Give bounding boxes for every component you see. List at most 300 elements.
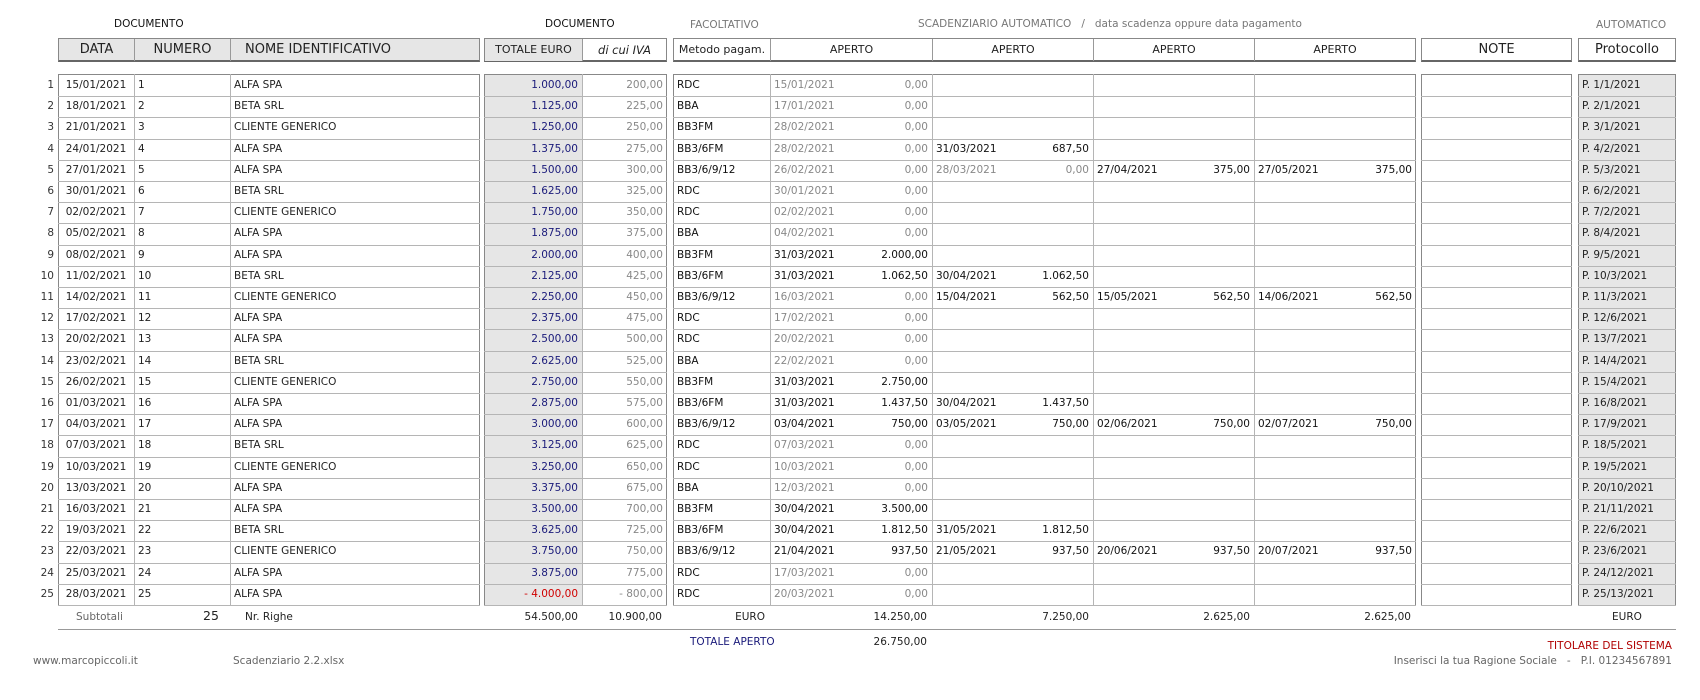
cell-scadenza-1-value: 0,00 bbox=[904, 142, 928, 155]
cell-scadenza-2-date: 30/04/2021 bbox=[936, 269, 997, 282]
cell-note[interactable] bbox=[1421, 202, 1572, 223]
cell-numero[interactable]: 13 bbox=[138, 333, 152, 346]
cell-scadenza-2-date bbox=[932, 478, 1022, 499]
cell-totale-euro[interactable]: - 4.000,00 bbox=[524, 587, 578, 600]
cell-totale-euro[interactable]: 2.000,00 bbox=[531, 248, 578, 261]
cell-scadenza-3-value bbox=[1173, 520, 1254, 541]
header-aperto-1[interactable]: APERTO bbox=[771, 39, 933, 61]
header-data[interactable]: DATA bbox=[59, 39, 135, 61]
cell-numero[interactable]: 9 bbox=[138, 248, 145, 261]
cell-nome[interactable]: ALFA SPA bbox=[234, 566, 283, 579]
cell-totale-euro[interactable]: 2.125,00 bbox=[531, 269, 578, 282]
cell-nome[interactable]: ALFA SPA bbox=[234, 312, 283, 325]
cell-data[interactable]: 23/02/2021 bbox=[65, 354, 127, 367]
cell-data[interactable]: 05/02/2021 bbox=[65, 227, 127, 240]
cell-note[interactable] bbox=[1421, 266, 1572, 287]
cell-totale-euro[interactable]: 1.875,00 bbox=[531, 227, 578, 240]
cell-totale-euro[interactable]: 1.375,00 bbox=[531, 142, 578, 155]
caption-documento-mid: DOCUMENTO bbox=[545, 18, 615, 30]
cell-iva: 700,00 bbox=[626, 503, 663, 515]
nr-righe-count: 25 bbox=[203, 608, 219, 623]
cell-scadenza-1-date: 20/02/2021 bbox=[774, 333, 835, 346]
cell-data[interactable]: 30/01/2021 bbox=[65, 185, 127, 197]
cell-scadenza-4-date bbox=[1254, 96, 1344, 117]
cell-data[interactable]: 14/02/2021 bbox=[65, 291, 127, 303]
cell-iva: 500,00 bbox=[626, 333, 663, 346]
cell-scadenza-1-value: 0,00 bbox=[904, 100, 928, 113]
cell-totale-euro[interactable]: 2.250,00 bbox=[531, 291, 578, 303]
cell-scadenza-4-date: 14/06/2021 bbox=[1258, 291, 1319, 303]
cell-metodo[interactable]: BB3/6FM bbox=[677, 269, 724, 282]
cell-scadenza-4-date bbox=[1254, 351, 1344, 372]
cell-numero[interactable]: 14 bbox=[138, 354, 152, 367]
cell-numero[interactable]: 1 bbox=[138, 79, 145, 91]
cell-metodo[interactable]: RDC bbox=[677, 333, 700, 346]
cell-scadenza-2-date bbox=[932, 202, 1022, 223]
cell-scadenza-1-value: 0,00 bbox=[904, 566, 928, 579]
cell-data[interactable]: 21/01/2021 bbox=[65, 121, 127, 134]
cell-scadenza-2-value: 0,00 bbox=[1065, 163, 1089, 176]
cell-note[interactable] bbox=[1421, 117, 1572, 138]
cell-scadenza-4-date bbox=[1254, 478, 1344, 499]
cell-numero[interactable]: 22 bbox=[138, 524, 152, 537]
cell-totale-euro[interactable]: 1.625,00 bbox=[531, 185, 578, 197]
cell-note[interactable] bbox=[1421, 223, 1572, 244]
cell-note[interactable] bbox=[1421, 372, 1572, 393]
cell-note[interactable] bbox=[1421, 96, 1572, 117]
cell-numero[interactable]: 18 bbox=[138, 439, 152, 452]
row-number: 5 bbox=[47, 163, 54, 176]
cell-scadenza-4-value bbox=[1334, 563, 1416, 584]
cell-scadenza-2-value: 1.812,50 bbox=[1042, 524, 1089, 537]
cell-numero[interactable]: 21 bbox=[138, 503, 152, 515]
cell-scadenza-4-value bbox=[1334, 329, 1416, 350]
cell-scadenza-2-value bbox=[1012, 202, 1093, 223]
cell-data[interactable]: 25/03/2021 bbox=[65, 566, 127, 579]
cell-metodo[interactable]: RDC bbox=[677, 587, 700, 600]
cell-metodo[interactable]: BB3/6FM bbox=[677, 397, 724, 409]
cell-nome[interactable]: ALFA SPA bbox=[234, 79, 283, 91]
header-note-label: NOTE bbox=[1478, 42, 1515, 57]
cell-numero[interactable]: 25 bbox=[138, 587, 152, 600]
cell-note[interactable] bbox=[1421, 75, 1572, 96]
cell-data[interactable]: 15/01/2021 bbox=[65, 79, 127, 91]
cell-numero[interactable]: 6 bbox=[138, 185, 145, 197]
cell-nome[interactable]: CLIENTE GENERICO bbox=[234, 121, 337, 134]
cell-scadenza-4-date bbox=[1254, 393, 1344, 414]
cell-scadenza-1-value: 0,00 bbox=[904, 121, 928, 134]
cell-metodo[interactable]: BB3/6FM bbox=[677, 524, 724, 537]
cell-scadenza-1-value: 0,00 bbox=[904, 354, 928, 367]
cell-scadenza-1-date: 30/04/2021 bbox=[774, 503, 835, 515]
cell-note[interactable] bbox=[1421, 563, 1572, 584]
cell-scadenza-4-value bbox=[1334, 520, 1416, 541]
cell-nome[interactable]: BETA SRL bbox=[234, 269, 284, 282]
subtotal-aperto-1: 14.250,00 bbox=[873, 611, 927, 623]
cell-scadenza-1-value: 0,00 bbox=[904, 227, 928, 240]
cell-note[interactable] bbox=[1421, 520, 1572, 541]
cell-scadenza-1-date: 07/03/2021 bbox=[774, 439, 835, 452]
cell-nome[interactable]: ALFA SPA bbox=[234, 227, 283, 240]
cell-nome[interactable]: ALFA SPA bbox=[234, 587, 283, 600]
cell-metodo[interactable]: BBA bbox=[677, 227, 699, 240]
nr-righe-label: Nr. Righe bbox=[245, 611, 293, 623]
row-number: 4 bbox=[47, 142, 54, 155]
cell-note[interactable] bbox=[1421, 245, 1572, 266]
cell-scadenza-1-date: 12/03/2021 bbox=[774, 481, 835, 494]
cell-numero[interactable]: 3 bbox=[138, 121, 145, 134]
cell-data[interactable]: 13/03/2021 bbox=[65, 481, 127, 494]
cell-totale-euro[interactable]: 2.750,00 bbox=[531, 375, 578, 388]
cell-iva: 575,00 bbox=[626, 397, 663, 409]
cell-protocollo: P. 22/6/2021 bbox=[1582, 524, 1648, 537]
cell-nome[interactable]: BETA SRL bbox=[234, 524, 284, 537]
cell-scadenza-3-value bbox=[1173, 202, 1254, 223]
cell-note[interactable] bbox=[1421, 435, 1572, 456]
subtotal-aperto-4: 2.625,00 bbox=[1364, 611, 1411, 623]
cell-scadenza-1-date: 28/02/2021 bbox=[774, 142, 835, 155]
cell-metodo[interactable]: BB3FM bbox=[677, 248, 714, 261]
cell-data[interactable]: 02/02/2021 bbox=[65, 206, 127, 219]
cell-note[interactable] bbox=[1421, 414, 1572, 435]
cell-scadenza-4-value bbox=[1334, 75, 1416, 96]
cell-scadenza-4-date bbox=[1254, 223, 1344, 244]
cell-metodo[interactable]: RDC bbox=[677, 566, 700, 579]
cell-data[interactable]: 28/03/2021 bbox=[65, 587, 127, 600]
cell-data[interactable]: 20/02/2021 bbox=[65, 333, 127, 346]
cell-iva: 725,00 bbox=[626, 524, 663, 537]
cell-scadenza-3-value bbox=[1173, 139, 1254, 160]
header-aperto-4[interactable]: APERTO bbox=[1313, 43, 1357, 56]
cell-iva: 550,00 bbox=[626, 375, 663, 388]
cell-scadenza-3-value bbox=[1173, 584, 1254, 605]
cell-totale-euro[interactable]: 2.875,00 bbox=[531, 397, 578, 409]
cell-scadenza-4-value bbox=[1334, 457, 1416, 478]
cell-note[interactable] bbox=[1421, 139, 1572, 160]
cell-metodo[interactable]: RDC bbox=[677, 206, 700, 219]
cell-data[interactable]: 07/03/2021 bbox=[65, 439, 127, 452]
cell-scadenza-1-date: 30/04/2021 bbox=[774, 524, 835, 537]
cell-scadenza-1-value: 937,50 bbox=[891, 545, 928, 558]
cell-numero[interactable]: 17 bbox=[138, 418, 152, 431]
cell-nome[interactable]: CLIENTE GENERICO bbox=[234, 206, 337, 219]
cell-scadenza-1-value: 750,00 bbox=[891, 418, 928, 431]
cell-data[interactable]: 08/02/2021 bbox=[65, 248, 127, 261]
cell-data[interactable]: 16/03/2021 bbox=[65, 503, 127, 515]
cell-totale-euro[interactable]: 3.500,00 bbox=[531, 503, 578, 515]
cell-totale-euro[interactable]: 1.125,00 bbox=[531, 100, 578, 113]
cell-data[interactable]: 27/01/2021 bbox=[65, 163, 127, 176]
row-number: 8 bbox=[47, 227, 54, 240]
cell-scadenza-3-date bbox=[1093, 457, 1183, 478]
cell-scadenza-3-value bbox=[1173, 308, 1254, 329]
cell-nome[interactable]: ALFA SPA bbox=[234, 163, 283, 176]
cell-scadenza-1-value: 0,00 bbox=[904, 439, 928, 452]
cell-metodo[interactable]: BB3FM bbox=[677, 121, 714, 134]
cell-totale-euro[interactable]: 1.000,00 bbox=[531, 79, 578, 91]
cell-data[interactable]: 10/03/2021 bbox=[65, 460, 127, 473]
cell-metodo[interactable]: BB3/6/9/12 bbox=[677, 545, 736, 558]
cell-scadenza-3-date bbox=[1093, 96, 1183, 117]
cell-metodo[interactable]: BBA bbox=[677, 354, 699, 367]
cell-scadenza-4-date: 20/07/2021 bbox=[1258, 545, 1319, 558]
cell-metodo[interactable]: RDC bbox=[677, 185, 700, 197]
cell-scadenza-1-date: 26/02/2021 bbox=[774, 163, 835, 176]
footer-filename: Scadenziario 2.2.xlsx bbox=[233, 655, 345, 667]
cell-scadenza-4-value bbox=[1334, 181, 1416, 202]
cell-data[interactable]: 19/03/2021 bbox=[65, 524, 127, 537]
cell-nome[interactable]: BETA SRL bbox=[234, 439, 284, 452]
cell-metodo[interactable]: RDC bbox=[677, 460, 700, 473]
cell-note[interactable] bbox=[1421, 329, 1572, 350]
row-divider bbox=[1578, 605, 1676, 606]
cell-scadenza-3-date: 20/06/2021 bbox=[1097, 545, 1158, 558]
cell-scadenza-2-value bbox=[1012, 563, 1093, 584]
cell-scadenza-4-value bbox=[1334, 96, 1416, 117]
cell-iva: 775,00 bbox=[626, 566, 663, 579]
cell-nome[interactable]: CLIENTE GENERICO bbox=[234, 545, 337, 558]
cell-scadenza-3-date bbox=[1093, 478, 1183, 499]
cell-scadenza-2-value bbox=[1012, 351, 1093, 372]
cell-note[interactable] bbox=[1421, 457, 1572, 478]
cell-scadenza-1-value: 0,00 bbox=[904, 206, 928, 219]
cell-numero[interactable]: 2 bbox=[138, 100, 145, 113]
cell-note[interactable] bbox=[1421, 478, 1572, 499]
header-metodo[interactable]: Metodo pagam. bbox=[674, 39, 771, 61]
header-aperto-2[interactable]: APERTO bbox=[933, 39, 1094, 61]
cell-scadenza-3-date bbox=[1093, 584, 1183, 605]
header-di-cui-iva[interactable]: di cui IVA bbox=[598, 43, 651, 57]
cell-nome[interactable]: CLIENTE GENERICO bbox=[234, 460, 337, 473]
cell-metodo[interactable]: BBA bbox=[677, 481, 699, 494]
cell-scadenza-4-date: 27/05/2021 bbox=[1258, 163, 1319, 176]
cell-scadenza-1-date: 31/03/2021 bbox=[774, 269, 835, 282]
cell-data[interactable]: 18/01/2021 bbox=[65, 100, 127, 113]
cell-nome[interactable]: CLIENTE GENERICO bbox=[234, 375, 337, 388]
cell-nome[interactable]: ALFA SPA bbox=[234, 333, 283, 346]
cell-scadenza-4-date bbox=[1254, 435, 1344, 456]
cell-scadenza-4-value bbox=[1334, 393, 1416, 414]
cell-scadenza-1-value: 2.000,00 bbox=[881, 248, 928, 261]
cell-numero[interactable]: 20 bbox=[138, 481, 152, 494]
cell-nome[interactable]: ALFA SPA bbox=[234, 503, 283, 515]
cell-totale-euro[interactable]: 2.500,00 bbox=[531, 333, 578, 346]
cell-totale-euro[interactable]: 1.250,00 bbox=[531, 121, 578, 134]
cell-iva: 400,00 bbox=[626, 248, 663, 261]
cell-totale-euro[interactable]: 3.250,00 bbox=[531, 460, 578, 473]
cell-numero[interactable]: 5 bbox=[138, 163, 145, 176]
cell-metodo[interactable]: BB3/6/9/12 bbox=[677, 291, 736, 303]
cell-numero[interactable]: 7 bbox=[138, 206, 145, 219]
header-numero[interactable]: NUMERO bbox=[135, 39, 231, 61]
cell-scadenza-1-date: 16/03/2021 bbox=[774, 291, 835, 303]
cell-metodo[interactable]: RDC bbox=[677, 312, 700, 325]
cell-scadenza-3-value bbox=[1173, 499, 1254, 520]
cell-data[interactable]: 01/03/2021 bbox=[65, 397, 127, 409]
cell-totale-euro[interactable]: 2.375,00 bbox=[531, 312, 578, 325]
cell-totale-euro[interactable]: 3.875,00 bbox=[531, 566, 578, 579]
cell-note[interactable] bbox=[1421, 287, 1572, 308]
cell-nome[interactable]: ALFA SPA bbox=[234, 397, 283, 409]
cell-metodo[interactable]: BB3/6/9/12 bbox=[677, 163, 736, 176]
cell-data[interactable]: 22/03/2021 bbox=[65, 545, 127, 558]
cell-scadenza-1-date: 30/01/2021 bbox=[774, 185, 835, 197]
cell-protocollo: P. 23/6/2021 bbox=[1582, 545, 1648, 558]
cell-protocollo: P. 19/5/2021 bbox=[1582, 460, 1648, 473]
cell-data[interactable]: 24/01/2021 bbox=[65, 142, 127, 155]
header-scadenziario bbox=[673, 38, 1416, 62]
cell-protocollo: P. 17/9/2021 bbox=[1582, 418, 1648, 431]
cell-scadenza-4-value bbox=[1334, 139, 1416, 160]
cell-note[interactable] bbox=[1421, 308, 1572, 329]
cell-data[interactable]: 04/03/2021 bbox=[65, 418, 127, 431]
cell-totale-euro[interactable]: 2.625,00 bbox=[531, 354, 578, 367]
cell-nome[interactable]: ALFA SPA bbox=[234, 418, 283, 431]
cell-nome[interactable]: CLIENTE GENERICO bbox=[234, 291, 337, 303]
cell-scadenza-2-date bbox=[932, 329, 1022, 350]
header-aperto-3[interactable]: APERTO bbox=[1094, 39, 1255, 61]
cell-data[interactable]: 26/02/2021 bbox=[65, 375, 127, 388]
cell-metodo[interactable]: RDC bbox=[677, 79, 700, 91]
cell-numero[interactable]: 12 bbox=[138, 312, 152, 325]
cell-metodo[interactable]: BBA bbox=[677, 100, 699, 113]
cell-scadenza-1-value: 1.062,50 bbox=[881, 269, 928, 282]
cell-protocollo: P. 5/3/2021 bbox=[1582, 163, 1641, 176]
row-number: 11 bbox=[40, 291, 54, 303]
cell-metodo[interactable]: BB3FM bbox=[677, 375, 714, 388]
cell-note[interactable] bbox=[1421, 160, 1572, 181]
header-note[interactable] bbox=[1421, 38, 1572, 62]
cell-scadenza-1-date: 03/04/2021 bbox=[774, 418, 835, 431]
cell-data[interactable]: 17/02/2021 bbox=[65, 312, 127, 325]
cell-note[interactable] bbox=[1421, 584, 1572, 605]
cell-nome[interactable]: ALFA SPA bbox=[234, 481, 283, 494]
cell-numero[interactable]: 16 bbox=[138, 397, 152, 409]
row-divider bbox=[673, 605, 1416, 606]
cell-scadenza-1-date: 17/02/2021 bbox=[774, 312, 835, 325]
row-number: 1 bbox=[47, 79, 54, 91]
row-number: 17 bbox=[40, 418, 54, 431]
cell-scadenza-4-value bbox=[1334, 245, 1416, 266]
cell-numero[interactable]: 4 bbox=[138, 142, 145, 155]
cell-scadenza-1-date: 10/03/2021 bbox=[774, 460, 835, 473]
cell-note[interactable] bbox=[1421, 499, 1572, 520]
cell-scadenza-2-value bbox=[1012, 245, 1093, 266]
cell-scadenza-2-date: 31/03/2021 bbox=[936, 142, 997, 155]
cell-scadenza-1-date: 20/03/2021 bbox=[774, 587, 835, 600]
row-number: 25 bbox=[40, 587, 54, 600]
subtotal-euro-label-2: EURO bbox=[1612, 611, 1642, 623]
cell-scadenza-3-date bbox=[1093, 75, 1183, 96]
cell-scadenza-4-value: 375,00 bbox=[1375, 163, 1412, 176]
cell-scadenza-1-value: 0,00 bbox=[904, 185, 928, 197]
cell-numero[interactable]: 11 bbox=[138, 291, 152, 303]
cell-numero[interactable]: 24 bbox=[138, 566, 152, 579]
cell-iva: 275,00 bbox=[626, 142, 663, 155]
cell-scadenza-4-value bbox=[1334, 117, 1416, 138]
cell-numero[interactable]: 10 bbox=[138, 269, 152, 282]
cell-totale-euro[interactable]: 3.000,00 bbox=[531, 418, 578, 431]
cell-scadenza-1-value: 1.812,50 bbox=[881, 524, 928, 537]
row-divider bbox=[1421, 605, 1572, 606]
cell-scadenza-3-value: 562,50 bbox=[1213, 291, 1250, 303]
cell-nome[interactable]: ALFA SPA bbox=[234, 142, 283, 155]
cell-scadenza-1-date: 02/02/2021 bbox=[774, 206, 835, 219]
cell-scadenza-1-value: 0,00 bbox=[904, 460, 928, 473]
cell-scadenza-1-value: 0,00 bbox=[904, 587, 928, 600]
cell-totale-euro[interactable]: 3.625,00 bbox=[531, 524, 578, 537]
cell-nome[interactable]: BETA SRL bbox=[234, 354, 284, 367]
cell-iva: 300,00 bbox=[626, 163, 663, 176]
cell-scadenza-3-date: 27/04/2021 bbox=[1097, 163, 1158, 176]
cell-protocollo: P. 3/1/2021 bbox=[1582, 121, 1641, 134]
cell-scadenza-4-date bbox=[1254, 329, 1344, 350]
row-number: 9 bbox=[47, 248, 54, 261]
cell-metodo[interactable]: BB3/6/9/12 bbox=[677, 418, 736, 431]
cell-data[interactable]: 11/02/2021 bbox=[65, 269, 127, 282]
cell-note[interactable] bbox=[1421, 351, 1572, 372]
header-totale-euro[interactable]: TOTALE EURO bbox=[485, 39, 583, 61]
cell-scadenza-1-value: 0,00 bbox=[904, 333, 928, 346]
cell-note[interactable] bbox=[1421, 541, 1572, 562]
cell-metodo[interactable]: BB3/6FM bbox=[677, 142, 724, 155]
cell-numero[interactable]: 23 bbox=[138, 545, 152, 558]
cell-scadenza-4-value bbox=[1334, 266, 1416, 287]
cell-metodo[interactable]: BB3FM bbox=[677, 503, 714, 515]
header-protocollo[interactable] bbox=[1578, 38, 1676, 62]
cell-scadenza-1-date: 31/03/2021 bbox=[774, 375, 835, 388]
cell-scadenza-4-value: 937,50 bbox=[1375, 545, 1412, 558]
cell-scadenza-2-value bbox=[1012, 223, 1093, 244]
row-divider bbox=[484, 605, 667, 606]
cell-note[interactable] bbox=[1421, 393, 1572, 414]
cell-scadenza-2-value: 562,50 bbox=[1052, 291, 1089, 303]
cell-metodo[interactable]: RDC bbox=[677, 439, 700, 452]
header-nome[interactable]: NOME IDENTIFICATIVO bbox=[245, 42, 392, 57]
cell-scadenza-4-value bbox=[1334, 372, 1416, 393]
cell-scadenza-2-date bbox=[932, 499, 1022, 520]
cell-nome[interactable]: ALFA SPA bbox=[234, 248, 283, 261]
row-number: 3 bbox=[47, 121, 54, 134]
cell-totale-euro[interactable]: 3.750,00 bbox=[531, 545, 578, 558]
cell-scadenza-3-date bbox=[1093, 245, 1183, 266]
cell-scadenza-4-value bbox=[1334, 223, 1416, 244]
cell-totale-euro[interactable]: 1.750,00 bbox=[531, 206, 578, 219]
cell-scadenza-2-value bbox=[1012, 117, 1093, 138]
cell-protocollo: P. 14/4/2021 bbox=[1582, 354, 1648, 367]
cell-note[interactable] bbox=[1421, 181, 1572, 202]
cell-scadenza-1-date: 22/02/2021 bbox=[774, 354, 835, 367]
cell-nome[interactable]: BETA SRL bbox=[234, 100, 284, 113]
cell-totale-euro[interactable]: 1.500,00 bbox=[531, 163, 578, 176]
cell-iva: 475,00 bbox=[626, 312, 663, 325]
cell-numero[interactable]: 19 bbox=[138, 460, 152, 473]
cell-scadenza-4-value bbox=[1334, 584, 1416, 605]
cell-scadenza-3-date bbox=[1093, 520, 1183, 541]
cell-scadenza-1-date: 04/02/2021 bbox=[774, 227, 835, 240]
cell-scadenza-2-value bbox=[1012, 584, 1093, 605]
cell-totale-euro[interactable]: 3.375,00 bbox=[531, 481, 578, 494]
cell-nome[interactable]: BETA SRL bbox=[234, 185, 284, 197]
cell-protocollo: P. 25/13/2021 bbox=[1582, 587, 1654, 600]
caption-facoltativo: FACOLTATIVO bbox=[690, 19, 759, 31]
cell-scadenza-2-date bbox=[932, 308, 1022, 329]
footer-site[interactable]: www.marcopiccoli.it bbox=[33, 655, 138, 667]
cell-scadenza-3-date bbox=[1093, 393, 1183, 414]
cell-numero[interactable]: 8 bbox=[138, 227, 145, 240]
cell-numero[interactable]: 15 bbox=[138, 375, 152, 388]
cell-totale-euro[interactable]: 3.125,00 bbox=[531, 439, 578, 452]
